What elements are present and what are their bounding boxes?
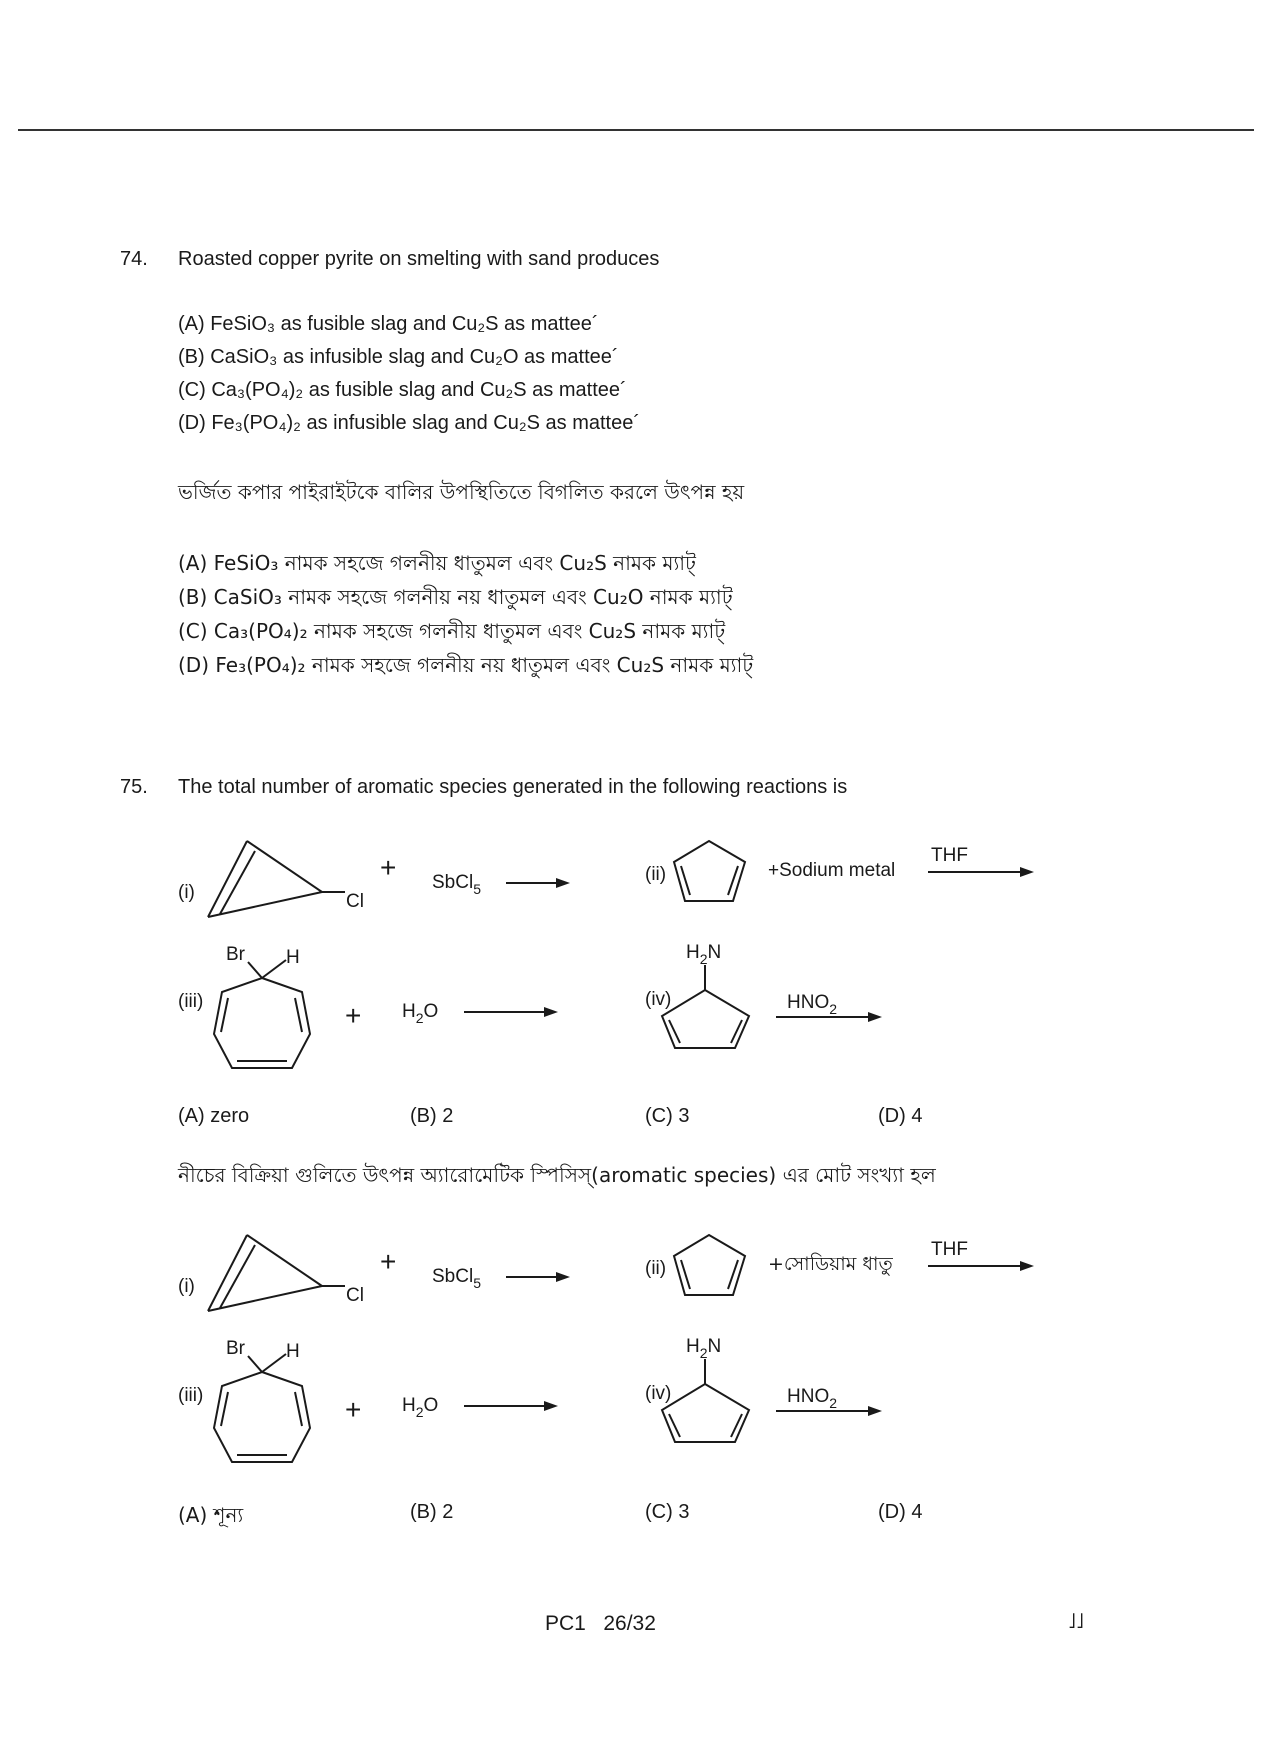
water-reagent-bn: $H_2O$ [402,1395,439,1420]
reagent-sbcl5-bn: SbCl$_5$ [432,1266,481,1291]
question-75-number: 75. [120,776,148,798]
aminocyclopentadiene-structure [662,965,749,1048]
question-74-text-en: Roasted copper pyrite on smelting with sand produces [178,248,660,270]
cycloheptatriene-structure [214,960,310,1068]
q74-option-b-bn: (B) CaSiO₃ নামক সহজে গলনীয় নয় ধাতুমল এবং Cu₂O নামক ম্যাট্‌ [178,585,733,609]
q74-option-c-en: (C) Ca₃(PO₄)₂ as fusible slag and Cu₂S as mattee´ [178,379,627,401]
label-i-bn: (i) [178,1276,195,1297]
label-iii: (iii) [178,991,204,1012]
label-i: (i) [178,882,195,903]
bromo-substituent: Br [226,944,245,965]
sodium-metal-reagent: +Sodium metal [768,860,896,881]
reaction-block-en [178,841,1034,1068]
label-iii-bn: (iii) [178,1385,204,1406]
label-iv-bn: (iv) [645,1383,672,1404]
page-mark: ˩˩ [1068,1610,1085,1633]
q75-option-d-bn: (D) 4 [878,1501,923,1523]
hydrogen-substituent-bn: H [286,1341,300,1362]
arrow-head [556,878,570,888]
q75-option-c-en: (C) 3 [645,1105,690,1127]
plus-sign-2-bn: + [345,1394,362,1425]
chloro-substituent-bn: Cl [346,1285,364,1306]
amino-substituent: $H_2N$ [686,942,722,967]
hydrogen-substituent: H [286,947,300,968]
label-ii: (ii) [645,864,667,885]
question-74-text-bn: ভর্জিত কপার পাইরাইটকে বালির উপস্থিতিতে বিগলিত করলে উৎপন্ন হয় [178,480,745,504]
reagent-sbcl5: SbCl$_5$ [432,872,481,897]
amino-substituent-bn: $H_2N$ [686,1336,722,1361]
thf-solvent: THF [931,845,968,866]
plus-sign-2: + [345,1000,362,1031]
question-75-text-bn: নীচের বিক্রিয়া গুলিতে উৎপন্ন অ্যারোমেটিক স্পিসিস্‌(aromatic species) এর মোট সংখ্যা হল [178,1163,936,1187]
cyclopropenyl-chloride-structure [208,841,345,917]
q74-option-c-bn: (C) Ca₃(PO₄)₂ নামক সহজে গলনীয় ধাতুমল এবং Cu₂S নামক ম্যাট্‌ [178,619,726,643]
bromo-substituent-bn: Br [226,1338,245,1359]
q75-option-a-en: (A) zero [178,1105,250,1127]
water-reagent: $H_2O$ [402,1001,439,1026]
nitrous-acid-reagent: $HNO_2$ [787,992,838,1017]
q74-option-b-en: (B) CaSiO₃ as infusible slag and Cu₂O as mattee´ [178,346,619,368]
q75-option-c-bn: (C) 3 [645,1501,690,1523]
q74-option-d-bn: (D) Fe₃(PO₄)₂ নামক সহজে গলনীয় নয় ধাতুমল এবং Cu₂S নামক ম্যাট্‌ [178,653,754,677]
q75-option-b-bn: (B) 2 [410,1501,454,1523]
sodium-metal-reagent-bn: +সোডিয়াম ধাতু [768,1253,893,1275]
page-number: PC1 26/32 [545,1612,656,1635]
cyclopentadiene-structure [674,841,745,901]
label-iv: (iv) [645,989,672,1010]
chloro-substituent: Cl [346,891,364,912]
q75-option-d-en: (D) 4 [878,1105,923,1127]
q75-option-b-en: (B) 2 [410,1105,454,1127]
q74-option-a-bn: (A) FeSiO₃ নামক সহজে গলনীয় ধাতুমল এবং Cu₂S নামক ম্যাট্‌ [178,551,696,575]
q74-option-d-en: (D) Fe₃(PO₄)₂ as infusible slag and Cu₂S as mattee´ [178,412,641,434]
plus-sign: + [380,852,397,883]
q75-option-a-bn: (A) শূন্য [178,1503,244,1527]
nitrous-acid-reagent-bn: $HNO_2$ [787,1386,838,1411]
label-ii-bn: (ii) [645,1258,667,1279]
question-75-text-en: The total number of aromatic species generated in the following reactions is [178,776,848,798]
question-74-number: 74. [120,248,148,270]
reaction-block-bn [178,1235,1034,1462]
q74-option-a-en: (A) FeSiO₃ as fusible slag and Cu₂S as mattee´ [178,313,599,335]
thf-solvent-bn: THF [931,1239,968,1260]
plus-sign-bn: + [380,1246,397,1277]
